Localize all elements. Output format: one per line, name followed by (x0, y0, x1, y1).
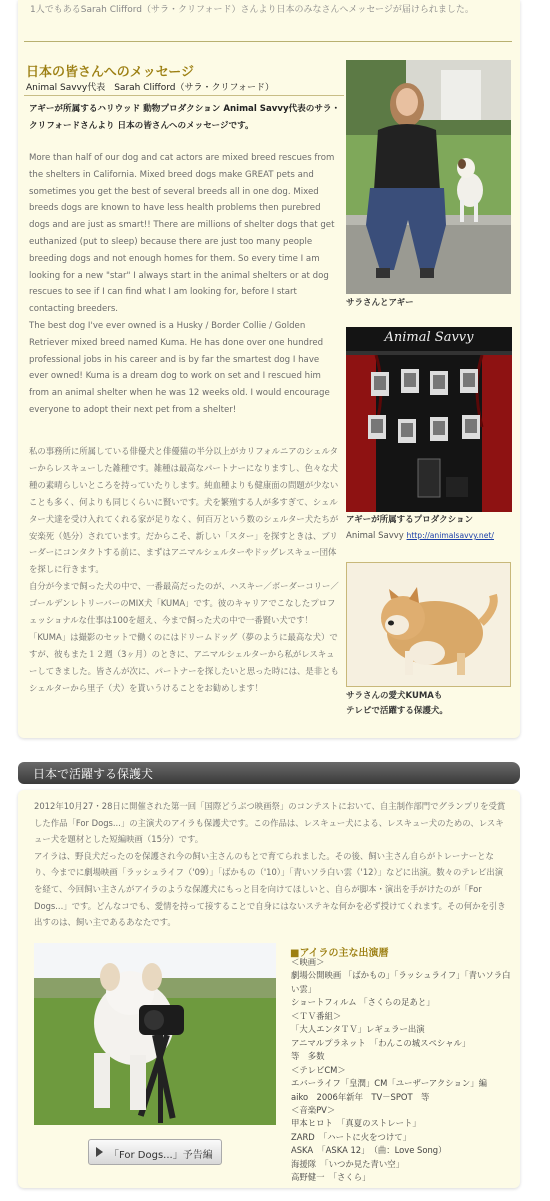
message-english-p1: More than half of our dog and cat actors are mixed breed rescues from the shelters in California. Mixed breed dogs make GREAT pets and sometimes you get the best of several breeds all in one dog. Mixed breeds dogs are known to have less health problems then purebred dogs and are just as smart!! There are millions of shelter dogs that get euthanized (put to sleep) because there are just too many people breeding dogs and not enough homes for them. So every time I am looking for a new "star" I always start in the animal shelters or at dog rescues to see if I can find what I am looking for, before I start contacting breeders. (29, 153, 335, 315)
rescue-dog-para2: アイラは、野良犬だったのを保護され今の飼い主さんのもとで育てられました。その後、飼い主さん自らがトレーナーとなり、今までに劇場映画「ラッシュライフ（'09）」「ばかもの（'10）」「青いソラ白い雲（'12）」などに出演。数々のテレビ出演を経て、今回飼い主さんがアイラのような保護犬にもっと目を向けてほしいと、自らが脚本・演出を手がけたのが「For Dogs...」です。どんなコでも、愛情を持って接することで自身にはないステキな何かを必ず授けてくれます。その何かを引き出すのは、飼い主であるあなたです。 (34, 850, 506, 928)
film-item: ZARD 「ハートに火をつけて」 (291, 1131, 412, 1142)
film-item: ＜テレビCM＞ (291, 1064, 346, 1075)
film-item: 甲本ヒロト 「真夏のストレート」 (291, 1118, 421, 1129)
video-trailer-button[interactable] (88, 1139, 222, 1165)
message-japanese-p2: 自分が今まで飼った犬の中で、一番最高だったのが、ハスキー／ボーダーコリー／ゴールデンレトリーバーのMIX犬「KUMA」です。彼のキャリアでこなしたプロフェッショナルな仕事は100を超え、今まで飼った犬の中で一番賢い犬です！「KUMA」は撮影のセットで働くのにはドリームドッグ（夢のように最高な犬）ですが、彼もまた１２週（3ヶ月）のときに、アニマルシェルターから私がレスキューしてきました。皆さんが次に、パートナーを探したいと思った時には、是非ともシェルターから里子（犬）を貰いうけることをお勧めします！ (29, 581, 339, 693)
film-item: ショートフィルム 「さくらの足あと」 (291, 997, 435, 1008)
intro-text: 1人でもあるSarah Clifford（サラ・クリフォード）さんより日本のみなさんへメッセージが届けられました。 (30, 5, 474, 15)
video-trailer-label: 「For Dogs...」予告編 (109, 1150, 213, 1161)
film-item: 海援隊 「いつか見た青い空」 (291, 1158, 405, 1169)
photo3-caption-line1: サラさんの愛犬KUMAも (346, 691, 443, 701)
message-title: 日本の皆さんへのメッセージ (26, 65, 194, 80)
section-header-title: 日本で活躍する保護犬 (33, 767, 154, 781)
message-japanese-p1: 私の事務所に所属している俳優犬と俳優猫の半分以上がカリフォルニアのシェルターからレスキューした雑種です。雑種は最高なパートナーになりますし、色々な犬種の素晴らしいところを持っていたりします。純血種よりも健康面の問題が少ないことも多く、何よりも同じくらいに賢いです。犬を繁殖する人が多すぎて、シェルター犬達を受け入れてくれる家が足りなく、何百万という数のシェルター犬たちが安楽死（処分）されています。だからこそ、新しい「スター」を探すときは、ブリーダーにコンタクトする前に、まずはアニマルシェルターやドッグレスキュー団体を探しに行きます。 (29, 446, 339, 575)
rescue-dog-text (34, 798, 506, 931)
film-item: 「大人エンタＴＶ」レギュラー出演 (291, 1024, 425, 1035)
films-list (291, 956, 513, 1185)
divider (24, 41, 512, 42)
animal-savvy-website-image (346, 327, 512, 512)
film-item: ASKA 「ASKA 12」 （曲：Love Song） (291, 1145, 447, 1156)
film-item: 等 多数 (291, 1051, 325, 1062)
film-item: ＜音楽PV＞ (291, 1104, 336, 1115)
kuma-photo (346, 562, 511, 687)
animal-savvy-logo: Animal Savvy (384, 330, 474, 345)
films-title: ■アイラの主な出演暦 (290, 948, 389, 959)
photo2-caption-line1: アギーが所属するプロダクション (346, 515, 473, 525)
animal-savvy-name: Animal Savvy (346, 531, 404, 541)
message-japanese (29, 443, 341, 697)
film-item: 高野健一 「さくら」 (291, 1172, 371, 1183)
film-item: 劇場公開映画 「ばかもの」「ラッシュライフ」「青いソラ白い雲」 (291, 970, 511, 994)
film-item: エバーライフ「皇潤」CM「ユーザーアクション」編 (291, 1078, 487, 1089)
play-icon (96, 1147, 103, 1157)
film-item: ＜ＴＶ番組＞ (291, 1010, 342, 1021)
rescue-dog-para1: 2012年10月27・28日に開催された第一回「国際どうぶつ映画祭」のコンテストにおいて、自主制作部門でグランプリを受賞した作品「For Dogs...」の主演犬のアイラも保護犬です。この作品は、レスキュー犬による、レスキュー犬のための、レスキュー犬を題材とした短編映画（15分）です。 (34, 801, 506, 845)
photo2-caption (346, 513, 516, 544)
message-subtitle: Animal Savvy代表 Sarah Clifford（サラ・クリフォード） (26, 83, 275, 93)
message-divider (24, 95, 344, 96)
message-lead: アギーが所属するハリウッド 動物プロダクション Animal Savvy代表のサラ・クリフォードさんより 日本の皆さんへのメッセージです。 (29, 104, 341, 131)
photo3-caption-line2: テレビで活躍する保護犬。 (346, 706, 448, 716)
sarah-and-aggie-photo (346, 60, 511, 294)
photo2-caption-line2 (346, 528, 516, 544)
photo3-caption (346, 689, 448, 719)
aira-camera-photo (34, 943, 276, 1125)
section-header (18, 762, 520, 784)
message-english (29, 150, 341, 419)
animal-savvy-link[interactable]: http://animalsavvy.net/ (406, 531, 494, 540)
film-item: aiko 2006年新年 TV－SPOT 等 (291, 1091, 430, 1102)
film-item: アニマルプラネット 「わんこの城スペシャル」 (291, 1037, 471, 1048)
film-item: ＜映画＞ (291, 957, 325, 967)
message-english-p2: The best dog I've ever owned is a Husky / Border Collie / Golden Retriever mixed breed named Kuma. He has done over one hundred professional jobs in his career and is by far the smartest dog I have ever owned! Kuma is a dream dog to work on set and I rescued him from an animal shelter when he was 12 weeks old. I would encourage everyone to adopt their next pet from a shelter! (29, 320, 330, 415)
photo1-caption: サラさんとアギー (346, 298, 414, 308)
